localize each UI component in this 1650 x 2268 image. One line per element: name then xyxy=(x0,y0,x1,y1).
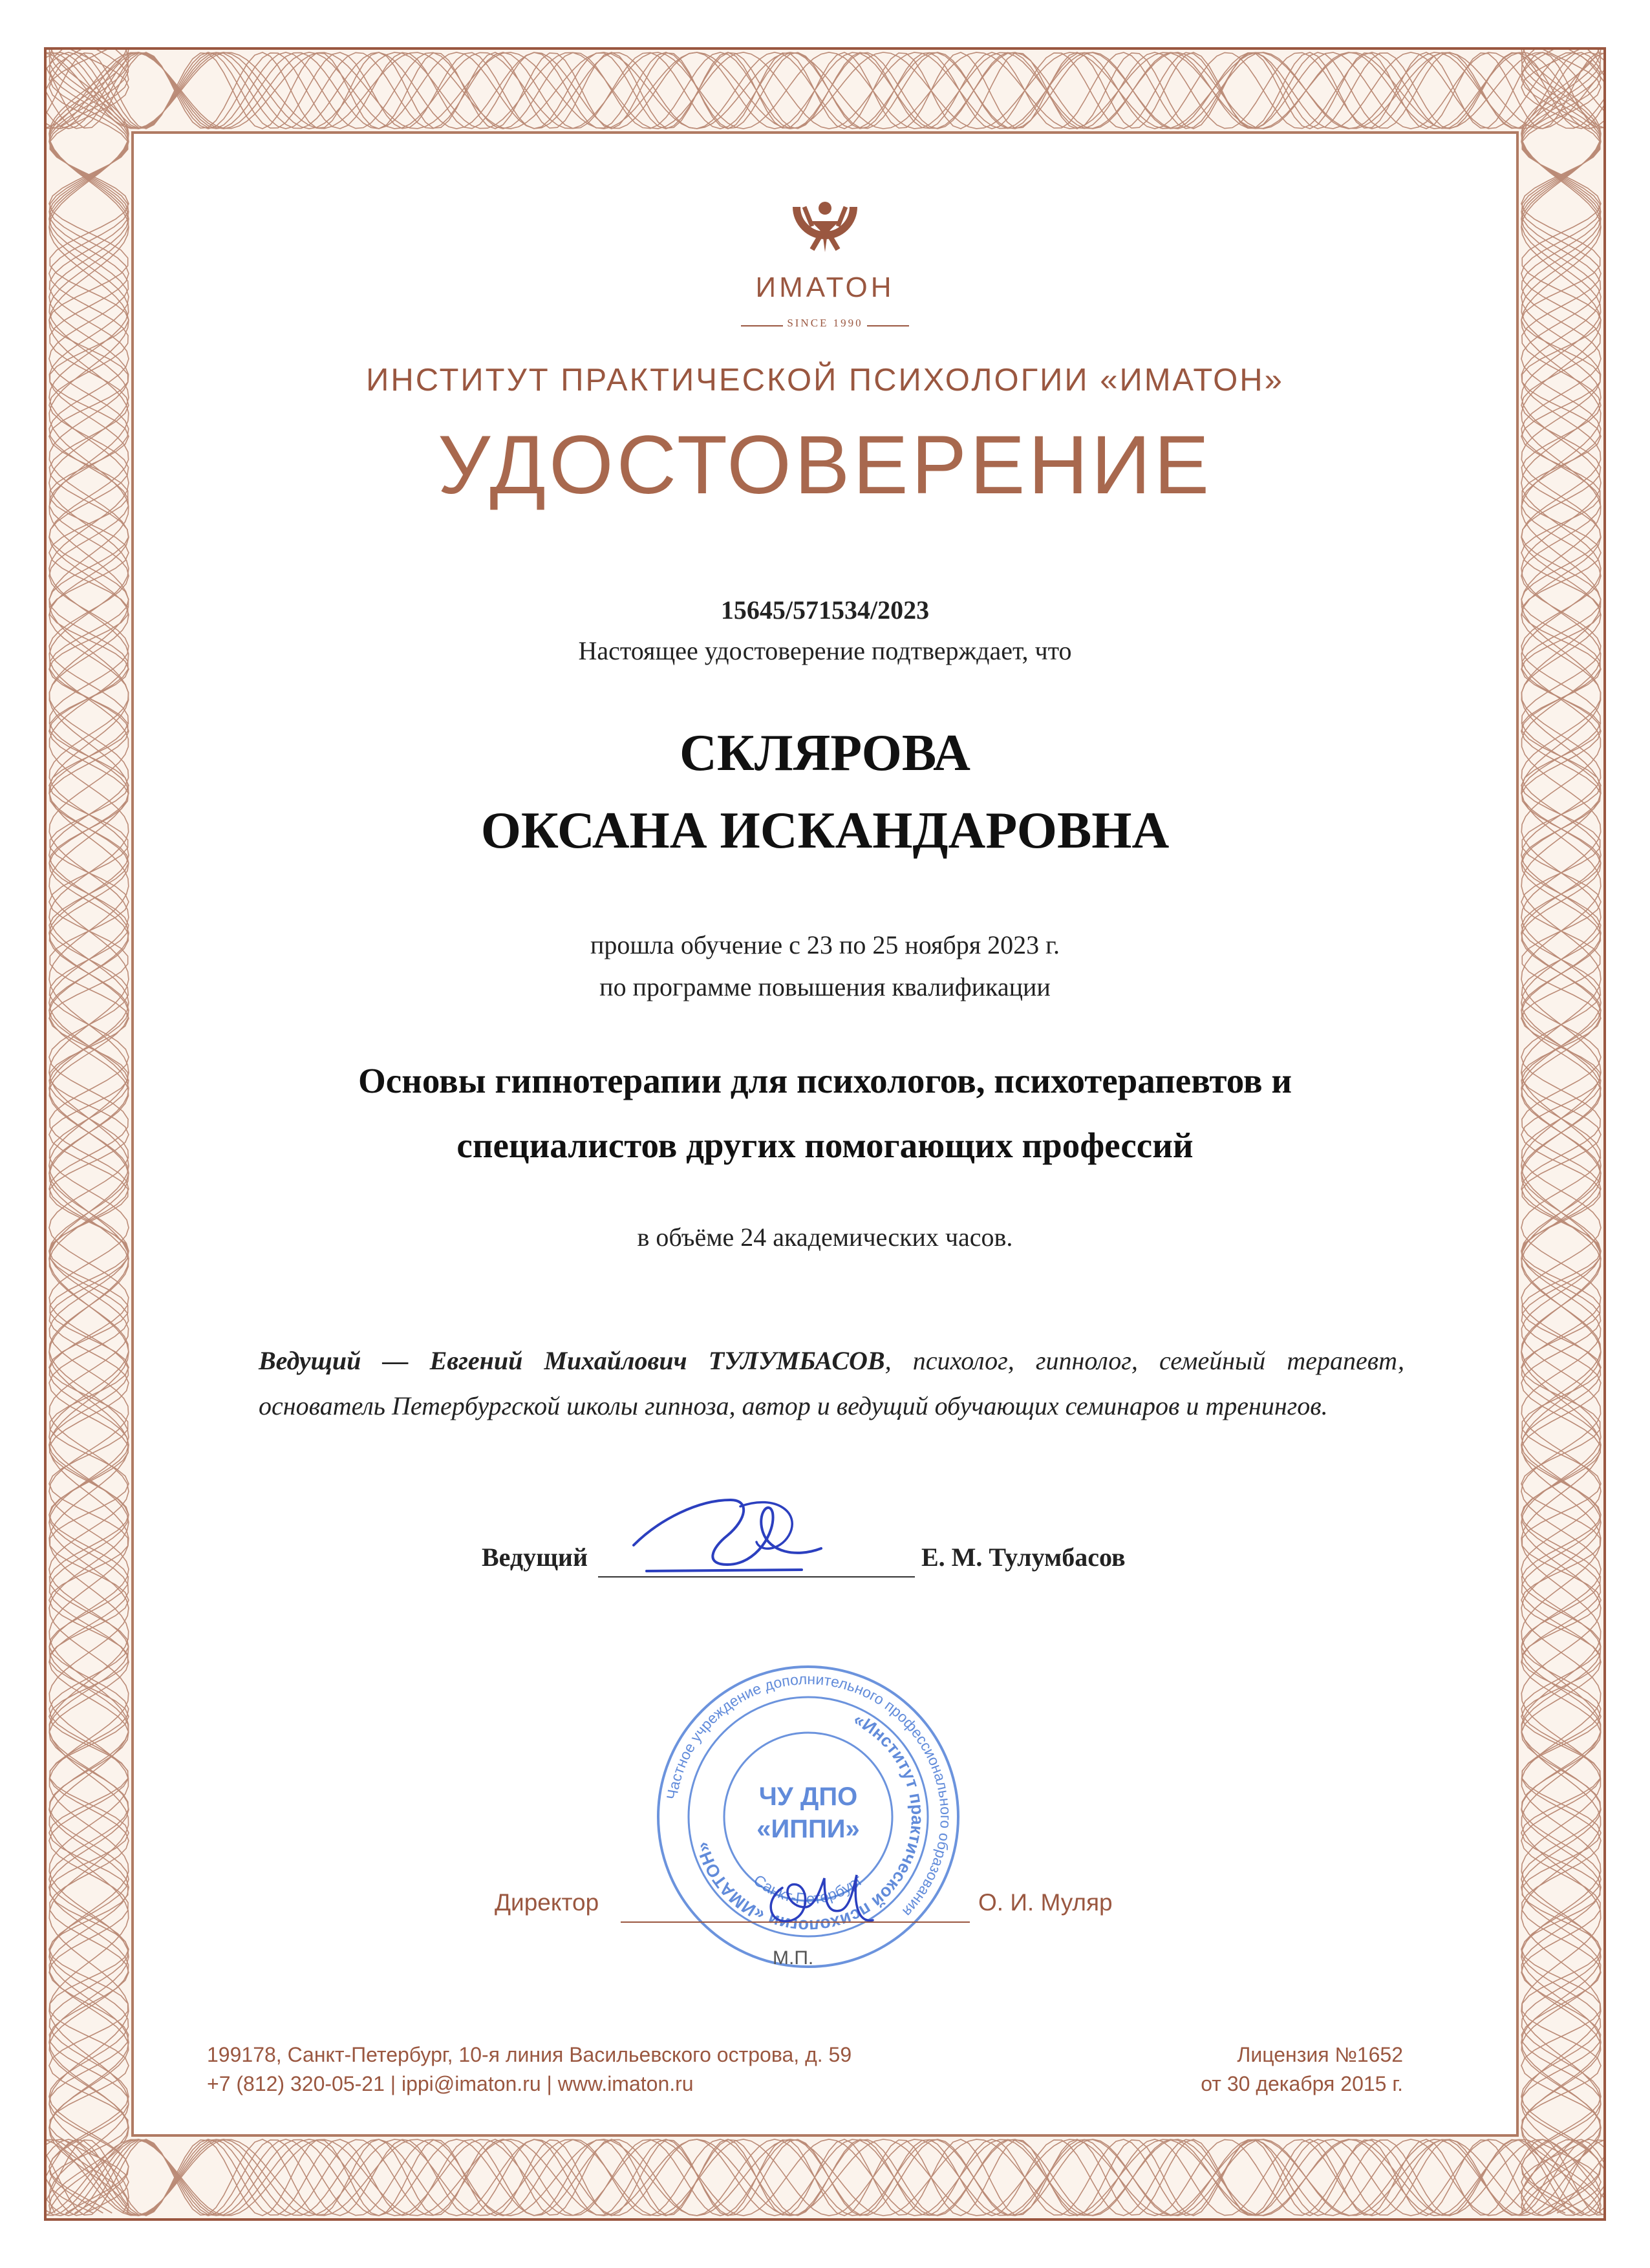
footer-contacts: +7 (812) 320-05-21 | ippi@imaton.ru | www.imaton.ru xyxy=(207,2072,694,2095)
program-title-line2: специалистов других помогающих профессий xyxy=(456,1126,1194,1165)
lecturer-description: , психолог, гипнолог, семейный терапевт, основатель Петербургской школы гипноза, автор и ведущий обучающих семинаров и тренингов. xyxy=(259,1346,1404,1420)
seal-center-line1: ЧУ ДПО xyxy=(758,1782,858,1811)
seal-ring-text: «Институт практической психологии «ИМАТОН» xyxy=(692,1709,928,1936)
lecturer-signature xyxy=(608,1474,853,1590)
logo-since xyxy=(728,317,922,336)
lecturer-lead: Ведущий — Евгений Михайлович ТУЛУМБАСОВ xyxy=(259,1346,885,1375)
seal-place-mark: М.П. xyxy=(773,1947,814,1969)
director-signature xyxy=(744,1849,899,1940)
confirmation-text: Настоящее удостоверение подтверждает, что xyxy=(578,636,1072,665)
holder-surname: СКЛЯРОВА xyxy=(680,725,970,782)
program-title-line1: Основы гипнотерапии для психологов, психотерапевтов и xyxy=(358,1061,1292,1100)
institute-name: ИНСТИТУТ ПРАКТИЧЕСКОЙ ПСИХОЛОГИИ «ИМАТОН» xyxy=(366,363,1284,398)
seal-city: Санкт-Петербург xyxy=(750,1871,866,1909)
program-hours: в объёме 24 академических часов. xyxy=(637,1223,1013,1252)
program-type: по программе повышения квалификации xyxy=(599,972,1051,1001)
footer-address: 199178, Санкт-Петербург, 10-я линия Васильевского острова, д. 59 xyxy=(207,2043,852,2066)
lecturer-signature-label: Ведущий xyxy=(482,1543,588,1572)
logo-wordmark: ИМАТОН xyxy=(755,272,895,303)
lecturer-bio xyxy=(259,1338,1404,1429)
director-signature-name: О. И. Муляр xyxy=(978,1889,1113,1916)
document-title: УДОСТОВЕРЕНИЕ xyxy=(437,419,1213,511)
seal-center-line2: «ИППИ» xyxy=(756,1815,860,1843)
footer-license: Лицензия №1652 xyxy=(1237,2043,1403,2066)
logo-since-text: SINCE 1990 xyxy=(787,317,863,329)
holder-given-names: ОКСАНА ИСКАНДАРОВНА xyxy=(480,802,1170,859)
seal-outer-text: Частное учреждение дополнительного профессионального образования xyxy=(663,1670,955,1920)
certificate-number: 15645/571534/2023 xyxy=(720,595,930,625)
director-signature-label: Директор xyxy=(495,1889,599,1916)
lecturer-signature-name: Е. М. Тулумбасов xyxy=(921,1543,1126,1572)
footer-license-date: от 30 декабря 2015 г. xyxy=(1201,2072,1403,2095)
training-dates: прошла обучение с 23 по 25 ноября 2023 г. xyxy=(590,930,1060,959)
